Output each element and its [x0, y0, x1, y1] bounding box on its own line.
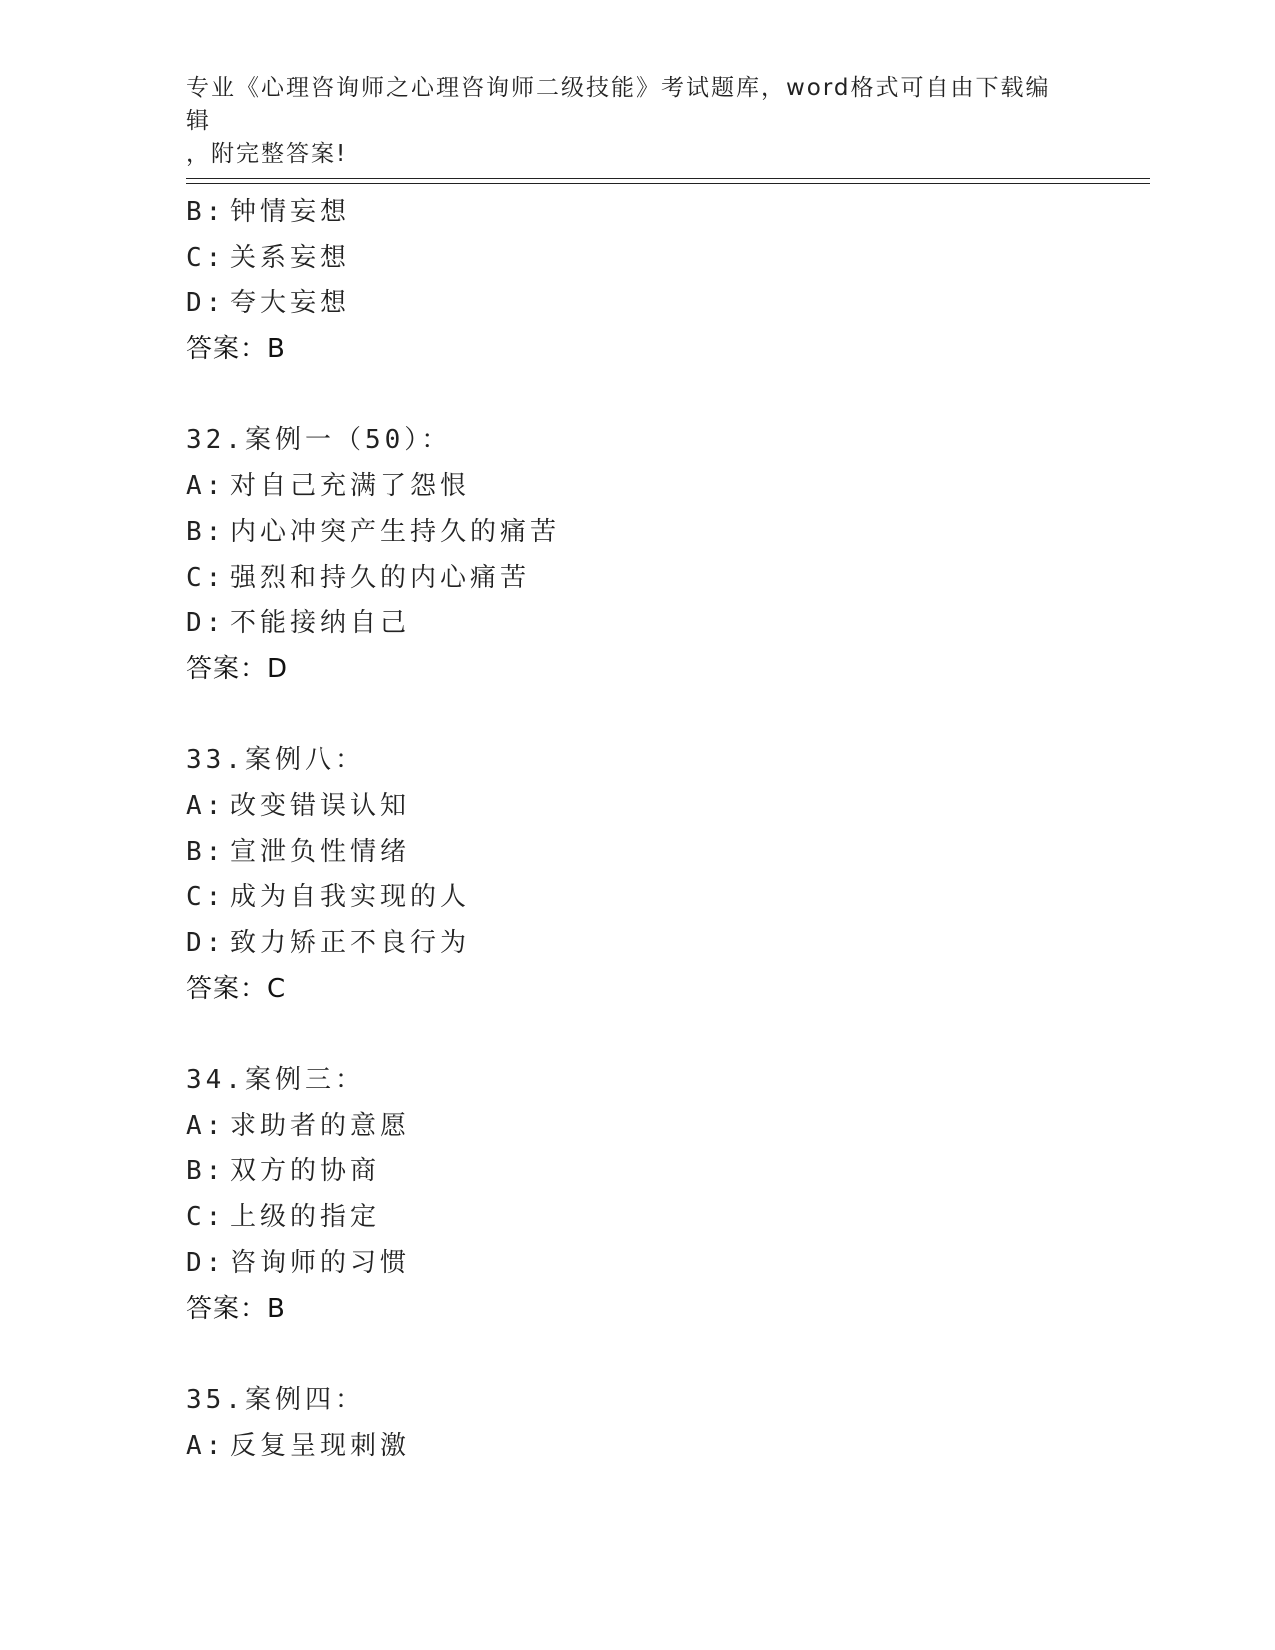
option-text: 钟情妄想	[230, 197, 351, 227]
option-line	[186, 1241, 1146, 1287]
option-text: 咨询师的习惯	[230, 1247, 411, 1278]
spacer	[186, 373, 1146, 419]
option-text: 夸大妄想	[230, 288, 351, 319]
option-line	[186, 236, 1146, 282]
option-label: D:	[186, 608, 226, 639]
spacer	[186, 693, 1146, 739]
option-label: A:	[186, 471, 226, 502]
option-text: 成为自我实现的人	[230, 882, 471, 913]
option-text: 强烈和持久的内心痛苦	[230, 562, 531, 593]
option-line	[186, 510, 1146, 556]
header-line-1: 专业《心理咨询师之心理咨询师二级技能》考试题库，word格式可自由下载编辑	[186, 75, 1051, 134]
option-label: B:	[186, 836, 226, 867]
question-stem: 34.案例三：	[186, 1065, 365, 1096]
answer-line: 答案：B	[186, 1293, 286, 1324]
question-list	[186, 190, 1146, 1469]
option-line	[186, 190, 1146, 236]
option-label: B:	[186, 516, 226, 547]
option-label: A:	[186, 790, 226, 821]
option-line	[186, 1149, 1146, 1195]
option-label: C:	[186, 1202, 226, 1233]
spacer	[186, 1332, 1146, 1378]
option-text: 宣泄负性情绪	[230, 836, 411, 867]
option-text: 双方的协商	[230, 1156, 381, 1187]
option-label: C:	[186, 562, 226, 593]
question-stem: 33.案例八：	[186, 745, 365, 776]
header-divider-top	[186, 178, 1150, 179]
option-text: 致力矫正不良行为	[230, 928, 471, 958]
option-text: 反复呈现刺激	[230, 1430, 411, 1461]
option-label: D:	[186, 1247, 226, 1278]
option-line	[186, 556, 1146, 602]
option-text: 不能接纳自己	[230, 608, 411, 639]
option-label: A:	[186, 1110, 226, 1141]
option-text: 对自己充满了怨恨	[230, 471, 471, 502]
option-text: 改变错误认知	[230, 790, 411, 821]
option-line	[186, 1104, 1146, 1150]
spacer	[186, 1012, 1146, 1058]
header-divider-bottom	[186, 183, 1150, 184]
option-label: D:	[186, 288, 226, 319]
option-text: 关系妄想	[230, 242, 351, 273]
answer-line: 答案：C	[186, 973, 287, 1004]
header-line-2: ，附完整答案!	[186, 141, 348, 167]
option-line	[186, 784, 1146, 830]
question-stem: 32.案例一（50）：	[186, 425, 452, 456]
option-text: 上级的指定	[230, 1202, 381, 1233]
option-line	[186, 1424, 1146, 1470]
option-label: C:	[186, 882, 226, 913]
option-line	[186, 875, 1146, 921]
option-line	[186, 281, 1146, 327]
option-text: 求助者的意愿	[230, 1110, 411, 1141]
option-label: C:	[186, 242, 226, 273]
question-stem: 35.案例四：	[186, 1384, 365, 1415]
option-line	[186, 830, 1146, 876]
answer-line: 答案：D	[186, 653, 289, 684]
option-label: A:	[186, 1430, 226, 1461]
answer-line: 答案：B	[186, 334, 286, 365]
option-text: 内心冲突产生持久的痛苦	[230, 516, 561, 547]
option-line	[186, 921, 1146, 967]
option-line	[186, 1195, 1146, 1241]
option-label: B:	[186, 1156, 226, 1187]
option-line	[186, 464, 1146, 510]
document-header	[186, 72, 1066, 171]
option-label: B:	[186, 197, 226, 227]
option-label: D:	[186, 928, 226, 958]
option-line	[186, 601, 1146, 647]
